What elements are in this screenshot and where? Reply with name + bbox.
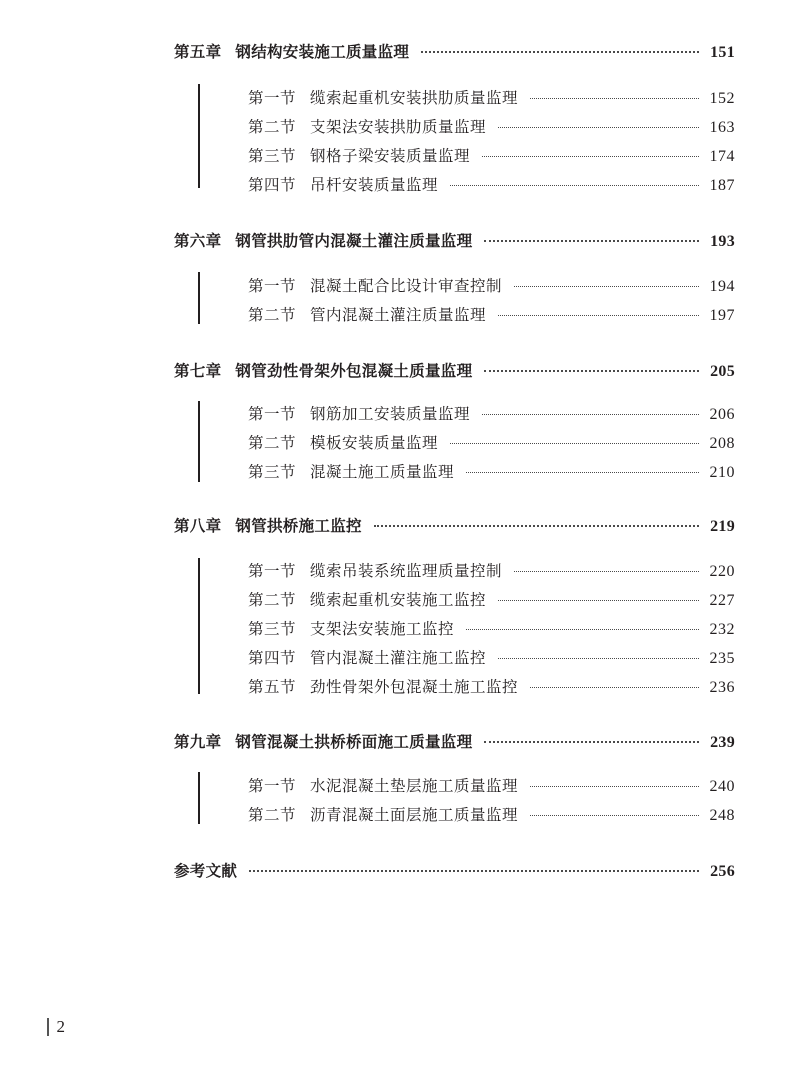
section-title: 支架法安装施工监控 (310, 620, 455, 638)
toc-section-5-1[interactable] (248, 86, 735, 108)
dot-leader (374, 525, 699, 527)
toc-section-7-3[interactable] (248, 460, 735, 482)
section-number: 第一节 (248, 562, 297, 580)
dot-leader (514, 571, 699, 572)
references-title: 参考文献 (174, 861, 238, 880)
dot-leader (514, 286, 699, 287)
section-title: 管内混凝土灌注质量监理 (310, 306, 487, 324)
dot-leader (498, 600, 699, 601)
dot-leader (484, 370, 699, 372)
section-page-number: 236 (709, 679, 735, 696)
toc-references[interactable] (174, 859, 735, 881)
section-title: 钢筋加工安装质量监理 (310, 405, 471, 423)
dot-leader (530, 815, 699, 816)
section-page-number: 206 (709, 406, 735, 423)
section-title: 缆索吊装系统监理质量控制 (310, 562, 503, 580)
dot-leader (450, 443, 699, 444)
section-title: 缆索起重机安装拱肋质量监理 (310, 89, 519, 107)
section-page-number: 194 (709, 278, 735, 295)
section-page-number: 227 (709, 592, 735, 609)
toc-section-9-1[interactable] (248, 774, 735, 796)
chapter-title: 钢管混凝土拱桥桥面施工质量监理 (235, 732, 473, 751)
section-title: 管内混凝土灌注施工监控 (310, 649, 487, 667)
section-number: 第二节 (248, 806, 297, 824)
section-title: 水泥混凝土垫层施工质量监理 (310, 777, 519, 795)
toc-section-7-2[interactable] (248, 431, 735, 453)
dot-leader (421, 51, 699, 53)
chapter-page-number: 151 (710, 44, 735, 61)
section-number: 第五节 (248, 678, 297, 696)
toc-section-8-2[interactable] (248, 588, 735, 610)
page-number: 2 (56, 1017, 65, 1036)
section-number: 第四节 (248, 176, 297, 194)
section-group-bar (198, 84, 200, 188)
toc-section-8-5[interactable] (248, 675, 735, 697)
toc-chapter-6[interactable] (174, 229, 735, 251)
section-page-number: 232 (709, 621, 735, 638)
section-group-bar (198, 772, 200, 824)
dot-leader (450, 185, 699, 186)
section-number: 第一节 (248, 89, 297, 107)
dot-leader (530, 786, 699, 787)
section-page-number: 240 (709, 778, 735, 795)
toc-section-8-4[interactable] (248, 646, 735, 668)
section-group-bar (198, 272, 200, 324)
dot-leader (530, 687, 699, 688)
section-title: 钢格子梁安装质量监理 (310, 147, 471, 165)
toc-chapter-8[interactable] (174, 514, 735, 536)
toc-section-7-1[interactable] (248, 402, 735, 424)
chapter-page-number: 193 (710, 233, 735, 250)
toc-section-6-2[interactable] (248, 303, 735, 325)
page-folio (47, 1017, 65, 1037)
section-title: 吊杆安装质量监理 (310, 176, 439, 194)
toc-chapter-5[interactable] (174, 40, 735, 62)
section-title: 缆索起重机安装施工监控 (310, 591, 487, 609)
chapter-page-number: 239 (710, 734, 735, 751)
section-page-number: 163 (709, 119, 735, 136)
dot-leader (466, 629, 699, 630)
chapter-title: 钢管拱肋管内混凝土灌注质量监理 (235, 231, 473, 250)
toc-section-8-1[interactable] (248, 559, 735, 581)
dot-leader (482, 156, 699, 157)
section-page-number: 174 (709, 148, 735, 165)
references-page-number: 256 (710, 863, 735, 880)
chapter-number: 第五章 (174, 42, 222, 61)
folio-bar (47, 1018, 49, 1036)
section-group-bar (198, 401, 200, 482)
toc-section-8-3[interactable] (248, 617, 735, 639)
dot-leader (484, 240, 699, 242)
section-page-number: 208 (709, 435, 735, 452)
section-page-number: 152 (709, 90, 735, 107)
chapter-title: 钢管劲性骨架外包混凝土质量监理 (235, 361, 473, 380)
section-title: 混凝土配合比设计审查控制 (310, 277, 503, 295)
section-page-number: 210 (709, 464, 735, 481)
section-number: 第二节 (248, 306, 297, 324)
toc-section-5-2[interactable] (248, 115, 735, 137)
dot-leader (498, 127, 699, 128)
chapter-title: 钢管拱桥施工监控 (235, 516, 362, 535)
section-number: 第一节 (248, 405, 297, 423)
section-group-bar (198, 558, 200, 694)
chapter-page-number: 205 (710, 363, 735, 380)
toc-chapter-7[interactable] (174, 359, 735, 381)
dot-leader (498, 658, 699, 659)
section-title: 支架法安装拱肋质量监理 (310, 118, 487, 136)
section-number: 第一节 (248, 277, 297, 295)
dot-leader (466, 472, 699, 473)
dot-leader (482, 414, 699, 415)
chapter-number: 第六章 (174, 231, 222, 250)
section-page-number: 220 (709, 563, 735, 580)
toc-section-5-4[interactable] (248, 173, 735, 195)
dot-leader (530, 98, 699, 99)
section-number: 第三节 (248, 620, 297, 638)
section-title: 劲性骨架外包混凝土施工监控 (310, 678, 519, 696)
dot-leader (498, 315, 699, 316)
chapter-number: 第八章 (174, 516, 222, 535)
section-number: 第二节 (248, 591, 297, 609)
chapter-title: 钢结构安装施工质量监理 (235, 42, 410, 61)
section-page-number: 248 (709, 807, 735, 824)
section-number: 第二节 (248, 434, 297, 452)
section-title: 模板安装质量监理 (310, 434, 439, 452)
dot-leader (484, 741, 699, 743)
section-number: 第三节 (248, 463, 297, 481)
chapter-number: 第九章 (174, 732, 222, 751)
chapter-number: 第七章 (174, 361, 222, 380)
section-number: 第一节 (248, 777, 297, 795)
section-page-number: 235 (709, 650, 735, 667)
dot-leader (249, 870, 699, 872)
chapter-page-number: 219 (710, 518, 735, 535)
section-number: 第四节 (248, 649, 297, 667)
section-number: 第二节 (248, 118, 297, 136)
toc-section-6-1[interactable] (248, 274, 735, 296)
section-page-number: 197 (709, 307, 735, 324)
section-number: 第三节 (248, 147, 297, 165)
toc-chapter-9[interactable] (174, 730, 735, 752)
section-page-number: 187 (709, 177, 735, 194)
toc-section-5-3[interactable] (248, 144, 735, 166)
section-title: 沥青混凝土面层施工质量监理 (310, 806, 519, 824)
toc-section-9-2[interactable] (248, 803, 735, 825)
section-title: 混凝土施工质量监理 (310, 463, 455, 481)
